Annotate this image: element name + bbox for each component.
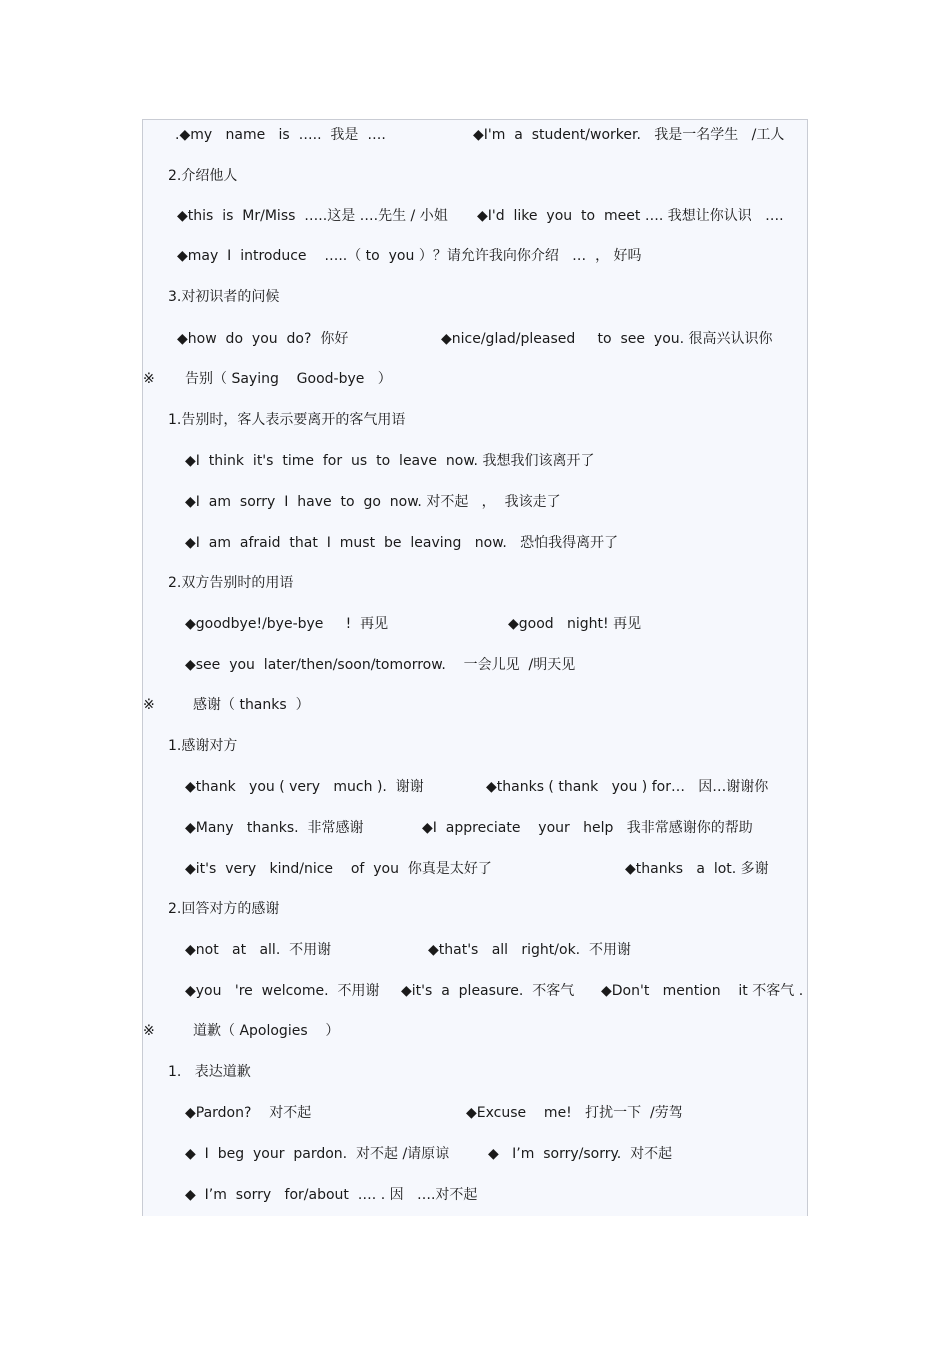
phrase-student-worker: ◆I'm a student/worker. 我是一名学生 /工人: [473, 127, 785, 143]
phrase-beg-your-pardon: ◆ I beg your pardon. 对不起 /请原谅: [185, 1146, 450, 1162]
section-title-thanks: 感谢（ thanks ）: [193, 697, 310, 713]
phrase-this-is: ◆this is Mr/Miss …..这是 ….先生 / 小姐: [177, 208, 448, 224]
phrase-sorry-for-about: ◆ I’m sorry for/about …. . 因 ….对不起: [185, 1187, 478, 1203]
phrase-very-kind: ◆it's very kind/nice of you 你真是太好了: [185, 861, 492, 877]
phrase-goodbye: ◆goodbye!/bye-bye ! 再见: [185, 616, 389, 632]
phrase-sorry-have-to-go: ◆I am sorry I have to go now. 对不起 ， 我该走了: [185, 494, 561, 510]
phrase-how-do-you-do: ◆how do you do? 你好: [177, 331, 349, 347]
heading-thanking-others: 1.感谢对方: [168, 738, 238, 754]
phrase-appreciate-help: ◆I appreciate your help 我非常感谢你的帮助: [422, 820, 753, 836]
phrase-self-intro: .◆my name is ….. 我是 ….: [175, 127, 391, 143]
phrase-many-thanks: ◆Many thanks. 非常感谢: [185, 820, 364, 836]
phrase-thats-all-right: ◆that's all right/ok. 不用谢: [428, 942, 632, 958]
phrase-good-night: ◆good night! 再见: [508, 616, 642, 632]
phrase-see-you-later: ◆see you later/then/soon/tomorrow. 一会儿见 /明天见: [185, 657, 576, 673]
heading-introduce-others: 2.介绍他人: [168, 168, 238, 184]
section-mark: ※: [143, 1023, 155, 1039]
phrase-thank-you: ◆thank you ( very much ). 谢谢: [185, 779, 424, 795]
phrase-may-i-introduce: ◆may I introduce …..（ to you ）？请允许我向你介绍 … ， 好吗: [177, 248, 642, 264]
phrase-afraid-must-leave: ◆I am afraid that I must be leaving now. 恐怕我得离开了: [185, 535, 619, 551]
phrase-like-you-to-meet: ◆I'd like you to meet …. 我想让你认识 ….: [477, 208, 784, 224]
phrase-dont-mention-it: ◆Don't mention it 不客气 .: [601, 983, 804, 999]
heading-reply-thanks: 2.回答对方的感谢: [168, 901, 280, 917]
phrase-not-at-all: ◆not at all. 不用谢: [185, 942, 332, 958]
phrase-youre-welcome: ◆you 're welcome. 不用谢: [185, 983, 380, 999]
section-mark: ※: [143, 697, 155, 713]
phrase-nice-to-see-you: ◆nice/glad/pleased to see you. 很高兴认识你: [441, 331, 773, 347]
heading-mutual-farewell: 2.双方告别时的用语: [168, 575, 294, 591]
phrase-its-a-pleasure: ◆it's a pleasure. 不客气: [401, 983, 575, 999]
phrase-excuse-me: ◆Excuse me! 打扰一下 /劳驾: [466, 1105, 683, 1121]
phrase-im-sorry: ◆ I’m sorry/sorry. 对不起: [488, 1146, 673, 1162]
section-mark: ※: [143, 371, 155, 387]
phrase-thanks-for: ◆thanks ( thank you ) for… 因…谢谢你: [486, 779, 769, 795]
heading-greeting-strangers: 3.对初识者的问候: [168, 289, 280, 305]
heading-express-apology: 1. 表达道歉: [168, 1064, 251, 1080]
phrase-time-to-leave: ◆I think it's time for us to leave now. 我想我们该离开了: [185, 453, 595, 469]
section-title-apologies: 道歉（ Apologies ）: [193, 1023, 340, 1039]
section-title-saying-goodbye: 告别（ Saying Good-bye ）: [185, 371, 392, 387]
phrase-pardon: ◆Pardon? 对不起: [185, 1105, 312, 1121]
phrase-thanks-a-lot: ◆thanks a lot. 多谢: [625, 861, 769, 877]
heading-guest-leaving: 1.告别时，客人表示要离开的客气用语: [168, 412, 406, 428]
